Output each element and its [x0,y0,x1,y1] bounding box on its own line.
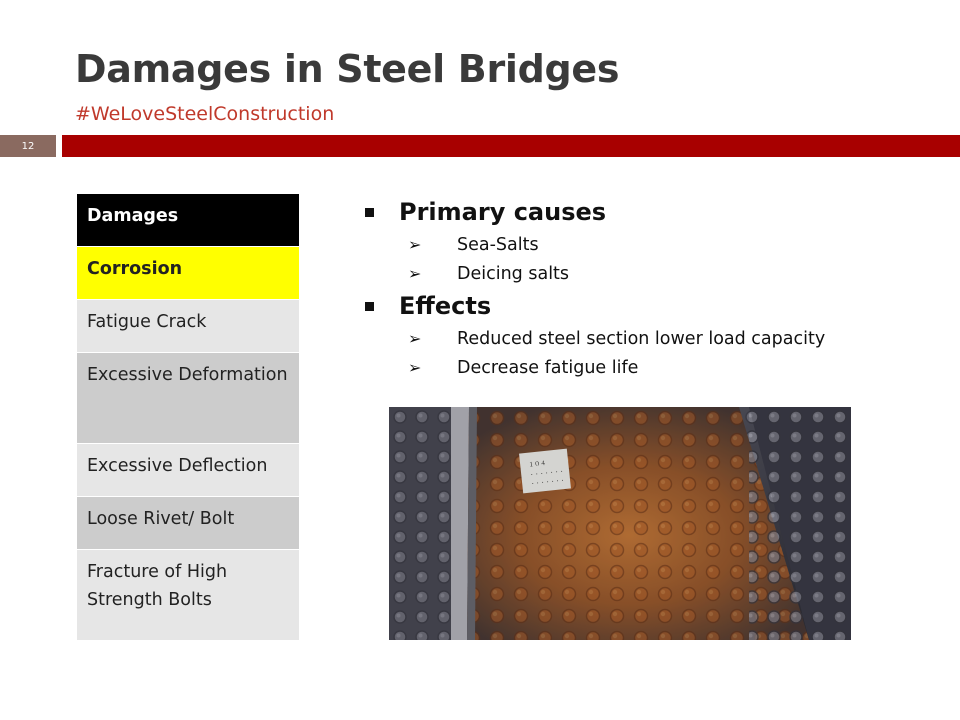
table-row-excessive-deflection: Excessive Deflection [77,444,299,497]
table-row-corrosion: Corrosion [77,247,299,300]
square-bullet-icon [365,302,374,311]
sub-bullet [408,259,920,288]
slide-number: 12 [0,135,56,157]
bullet-content [360,198,920,382]
slide-title: Damages in Steel Bridges [75,47,620,91]
corroded-bridge-photo [389,407,851,640]
table-row-fracture-bolts: Fracture of High Strength Bolts [77,550,299,641]
sub-bullet-text: Deicing salts [457,263,570,284]
table-row-fatigue-crack: Fatigue Crack [77,300,299,353]
bullet-heading: Primary causes [399,198,607,226]
table-header: Damages [77,194,299,247]
bullet-primary-causes [360,198,920,226]
slide-subtitle: #WeLoveSteelConstruction [75,103,335,125]
sub-bullet-text: Reduced steel section lower load capacity [457,328,826,349]
bullet-heading: Effects [399,292,492,320]
table-row-excessive-deformation: Excessive Deformation [77,353,299,444]
sub-bullet [408,230,920,259]
damages-table [77,194,299,641]
table-row-loose-rivet-bolt: Loose Rivet/ Bolt [77,497,299,550]
sub-bullet [408,324,920,353]
photo-label-line: ・・・・・・・ [530,477,566,488]
arrow-bullet-icon: ➢ [408,358,422,377]
header-bar [62,135,960,157]
bullet-effects [360,292,920,320]
arrow-bullet-icon: ➢ [408,235,422,254]
photo-label-line: ・・・・・・・ [529,469,565,479]
square-bullet-icon [365,208,374,217]
arrow-bullet-icon: ➢ [408,264,422,283]
sub-bullet [408,353,920,382]
sub-bullet-text: Sea-Salts [457,234,539,255]
photo-label-line: １０４ [527,459,547,469]
sub-bullet-text: Decrease fatigue life [457,357,639,378]
arrow-bullet-icon: ➢ [408,329,422,348]
